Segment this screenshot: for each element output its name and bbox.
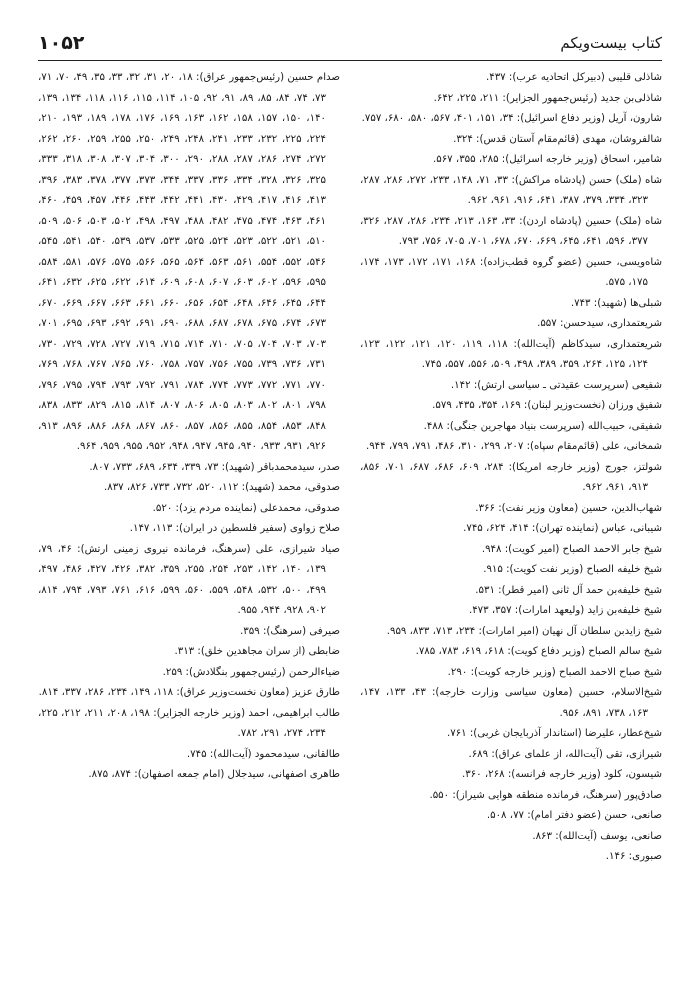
index-entry: شمخانی، علی (قائم‌مقام سپاه): ۲۰۷، ۲۹۹، ۳۱۰، ۴۸۶، ۷۹۱، ۷۹۹، ۹۴۴.: [365, 441, 662, 452]
index-entry: شاذلی قلیبی (دبیرکل اتحادیه عرب): ۴۳۷.: [485, 72, 662, 83]
index-entry: شیخ خلیفه الصباح (وزیر نفت کویت): ۹۱۵.: [483, 564, 662, 575]
index-entry: صدوقی، محمدعلی (نماینده مردم یزد): ۵۲۰.: [152, 502, 340, 514]
index-entry: صدام حسین (رئیس‌جمهور عراق): ۱۸، ۲۰، ۳۱، ۳۲، ۳۳، ۳۵، ۴۹، ۷۰، ۷۱، ۷۳، ۷۴، ۸۴، ۸۵، ۸۹، ۹۱، ۹۲، ۱۰۵، ۱۱۴، ۱۱۵، ۱۱۶، ۱۱۸، ۱۳۴، ۱۳۹، ۱۴۰، ۱۵۰، ۱۵۷، ۱۵۸، ۱۶۲، ۱۶۳، ۱۶۹، ۱۷۶، ۱۷۸، ۱۸۹، ۱۹۳، ۲۱۰، ۲۲۴، ۲۲۵، ۲۳۲، ۲۳۳، ۲۴۱، ۲۴۸، ۲۴۹، ۲۵۰، ۲۵۵، ۲۵۹، ۲۶۰، ۲۶۲، ۲۷۲، ۲۷۴، ۲۸۶، ۲۸۷، ۲۸۸، ۲۹۰، ۳۰۰، ۳۰۴، ۳۰۷، ۳۰۸، ۳۱۸، ۳۳۳، ۳۲۵، ۳۲۶، ۳۲۸، ۳۳۴، ۳۳۶، ۳۳۷، ۳۴۴، ۳۷۳، ۳۷۷، ۳۷۸، ۳۸۳، ۳۹۶، ۴۱۳، ۴۱۶، ۴۱۷، ۴۲۹، ۴۳۰، ۴۴۱، ۴۴۲، ۴۴۳، ۴۴۶، ۴۵۷، ۴۵۹، ۴۶۰، ۴۶۱، ۴۶۳، ۴۷۴، ۴۷۵، ۴۸۲، ۴۸۸، ۴۹۷، ۴۹۸، ۵۰۲، ۵۰۳، ۵۰۶، ۵۰۹، ۵۱۰، ۵۲۱، ۵۲۲، ۵۲۳، ۵۲۴، ۵۲۵، ۵۳۳، ۵۳۷، ۵۳۹، ۵۴۰، ۵۴۱، ۵۴۵، ۵۴۶، ۵۵۲، ۵۵۴، ۵۶۱، ۵۶۳، ۵۶۴، ۵۶۵، ۵۶۶، ۵۷۵، ۵۷۶، ۵۸۱، ۵۸۴، ۵۹۵، ۵۹۶، ۶۰۲، ۶۰۳، ۶۰۷، ۶۰۸، ۶۰۹، ۶۱۴، ۶۲۲، ۶۲۵، ۶۳۲، ۶۴۱، ۶۴۴، ۶۴۵، ۶۴۶، ۶۴۸، ۶۵۴، ۶۵۶، ۶۶۰، ۶۶۱، ۶۶۳، ۶۶۷، ۶۶۹، ۶۷۰، ۶۷۳، ۶۷۴، ۶۷۵، ۶۷۸، ۶۸۷، ۶۸۸، ۶۹۰، ۶۹۱، ۶۹۲، ۶۹۳، ۶۹۵، ۷۰۱، ۷۰۳، ۷۰۳، ۷۰۴، ۷۰۵، ۷۱۰، ۷۱۴، ۷۱۵، ۷۱۹، ۷۲۷، ۷۲۸، ۷۲۹، ۷۳۰، ۷۳۱، ۷۳۶، ۷۳۹، ۷۵۵، ۷۵۶، ۷۵۷، ۷۵۸، ۷۶۰، ۷۶۵، ۷۶۷، ۷۶۸، ۷۶۹، ۷۷۰، ۷۷۱، ۷۷۲، ۷۷۳، ۷۷۴، ۷۸۴، ۷۹۱، ۷۹۲، ۷۹۳، ۷۹۴، ۷۹۵، ۷۹۶، ۷۹۸، ۸۰۱، ۸۰۲، ۸۰۳، ۸۰۵، ۸۰۶، ۸۰۷، ۸۱۴، ۸۱۵، ۸۲۹، ۸۳۳، ۸۳۸، ۸۴۸، ۸۵۳، ۸۵۴، ۸۵۵، ۸۵۶، ۸۵۷، ۸۶۰، ۸۶۷، ۸۶۸، ۸۸۶، ۸۹۶، ۹۱۳، ۹۲۶، ۹۳۱، ۹۳۳، ۹۴۰، ۹۴۵، ۹۴۷، ۹۴۸، ۹۵۲، ۹۵۵، ۹۵۹، ۹۶۴.: [38, 72, 341, 452]
index-entry: شیسون، کلود (وزیر خارجه فرانسه): ۲۶۸، ۳۶۰.: [461, 769, 662, 780]
index-entry: طالب ابراهیمی، احمد (وزیر خارجه الجزایر): ۱۹۸، ۲۰۸، ۲۱۱، ۲۱۲، ۲۲۵، ۲۳۴، ۲۷۴، ۲۹۱، ۷۸۲.: [38, 707, 340, 739]
page-header: [38, 30, 662, 60]
index-entry: شالفروشان، مهدی (قائم‌مقام آستان قدس): ۳۲۴.: [453, 133, 662, 145]
index-entry: شیخ‌الاسلام، حسین (معاون سیاسی وزارت خارجه): ۴۳، ۱۳۳، ۱۴۷، ۱۶۳، ۷۳۸، ۸۹۱، ۹۵۶.: [360, 687, 662, 719]
index-entry: صانعی، حسن (عضو دفتر امام): ۷۷، ۵۰۸.: [486, 810, 662, 821]
index-entry: ضابطی (از سران مجاهدین خلق): ۳۱۳.: [174, 646, 340, 657]
index-entry: شیخ خلیفه‌بن زاید (ولیعهد امارات): ۳۵۷، ۴۷۳.: [468, 605, 662, 616]
index-entry: شیبانی، عباس (نماینده تهران): ۴۱۴، ۶۲۴، ۷۴۵.: [463, 523, 662, 534]
index-entry: شیخ خلیفه‌بن حمد آل ثانی (امیر قطر): ۵۳۱.: [475, 584, 662, 596]
index-entry: شیخ زایدبن سلطان آل نهیان (امیر امارات): ۲۳۴، ۷۱۳، ۸۳۳، ۹۵۹.: [386, 625, 662, 637]
index-entry: شریعتمداری، سیدحسن: ۵۵۷.: [537, 318, 662, 329]
index-entry: شبلی‌ها (شهید): ۷۴۳.: [570, 297, 662, 309]
index-entry: صانعی، یوسف (آیت‌الله): ۸۶۳.: [532, 830, 662, 842]
index-entry: صیاد شیرازی، علی (سرهنگ، فرمانده نیروی زمینی ارتش): ۴۶، ۷۹، ۱۳۹، ۱۴۰، ۱۴۲، ۲۵۳، ۲۵۴، ۲۵۵، ۳۵۹، ۳۸۲، ۴۲۶، ۴۲۷، ۴۸۶، ۴۹۷، ۴۹۹، ۵۰۰، ۵۳۲، ۵۴۸، ۵۵۹، ۵۶۰، ۵۹۹، ۶۱۶، ۷۶۱، ۷۹۳، ۷۹۴، ۸۱۴، ۹۰۲، ۹۲۸، ۹۴۴، ۹۵۵.: [38, 543, 340, 616]
index-entry: صدر، سیدمحمدباقر (شهید): ۷۳، ۳۳۹، ۶۳۴، ۶۸۹، ۷۳۳، ۸۰۷.: [89, 461, 340, 473]
index-entry: شاذلی‌بن جدید (رئیس‌جمهور الجزایر): ۲۱۱، ۲۲۵، ۶۴۲.: [433, 92, 662, 104]
index-entry: طارق عزیز (معاون نخست‌وزیر عراق): ۱۱۸، ۱۴۹، ۲۳۴، ۲۸۶، ۳۳۷، ۸۱۴.: [38, 687, 340, 698]
index-entry: شارون، آریل (وزیر دفاع اسرائیل): ۳۴، ۱۵۱، ۴۰۱، ۵۶۷، ۵۸۰، ۶۸۰، ۷۵۷.: [361, 113, 662, 124]
index-column-right: [360, 68, 662, 971]
index-column-left: [38, 68, 340, 971]
index-entry: شاه (ملک) حسین (پادشاه اردن): ۳۳، ۱۶۳، ۲۱۳، ۲۳۴، ۲۸۶، ۲۸۷، ۳۲۶، ۳۷۷، ۵۹۶، ۶۴۱، ۶۴۵، ۶۶۹، ۶۷۰، ۶۷۸، ۷۰۱، ۷۰۵، ۷۵۶، ۷۹۳.: [360, 215, 663, 247]
index-entry: صیرفی (سرهنگ): ۳۵۹.: [240, 625, 340, 637]
index-entry: صادق‌پور (سرهنگ، فرمانده منطقه هوایی شیراز): ۵۵۰.: [429, 789, 662, 801]
index-entry: شفیعی (سرپرست عقیدتی ـ سیاسی ارتش): ۱۴۲.: [450, 379, 662, 391]
index-entry: شریعتمداری، سیدکاظم (آیت‌الله): ۱۱۸، ۱۱۹، ۱۲۰، ۱۲۱، ۱۲۲، ۱۲۳، ۱۲۴، ۱۲۵، ۲۶۴، ۳۵۹، ۳۸۹، ۴۹۸، ۵۰۹، ۵۵۶، ۵۵۷، ۷۴۵.: [360, 338, 663, 370]
header-divider: [38, 60, 662, 61]
index-entry: صبوری: ۱۴۶.: [605, 851, 662, 862]
index-entry: شاه‌ویسی، حسین (عضو گروه قطب‌زاده): ۱۶۸، ۱۷۱، ۱۷۲، ۱۷۳، ۱۷۴، ۱۷۵، ۵۷۵.: [360, 256, 662, 288]
book-title: کتاب بیست‌ویکم: [560, 34, 662, 52]
index-entry: شفیقی، حبیب‌الله (سرپرست بنیاد مهاجرین جنگی): ۴۸۸.: [423, 420, 662, 432]
page-number: ۱۰۵۲: [38, 32, 85, 54]
index-entry: صدوقی، محمد (شهید): ۱۱۲، ۵۲۰، ۷۳۲، ۷۳۳، ۸۲۶، ۸۳۷.: [103, 482, 340, 493]
index-entry: شفیق ورزان (نخست‌وزیر لبنان): ۱۶۹، ۳۵۴، ۴۳۵، ۵۷۹.: [432, 400, 662, 411]
index-entry: شیخ سالم الصباح (وزیر دفاع کویت): ۶۱۸، ۶۱۹، ۷۸۳، ۷۸۵.: [415, 646, 662, 657]
index-entry: شامیر، اسحاق (وزیر خارجه اسرائیل): ۲۸۵، ۳۵۵، ۵۶۷.: [432, 154, 662, 165]
index-entry: صلاح زواوی (سفیر فلسطین در ایران): ۱۱۳، ۱۴۷.: [129, 523, 340, 534]
index-entry: شیخ جابر الاحمد الصباح (امیر کویت): ۹۴۸.: [481, 543, 662, 555]
index-columns: [38, 68, 662, 971]
index-entry: شاه (ملک) حسن (پادشاه مراکش): ۳۳، ۷۱، ۱۴۸، ۲۳۳، ۲۷۲، ۲۸۶، ۲۸۷، ۳۲۳، ۳۳۴، ۳۷۹، ۳۸۷، ۶۴۱، ۹۱۶، ۹۶۱، ۹۶۲.: [360, 174, 663, 206]
index-entry: طالقانی، سیدمحمود (آیت‌الله): ۷۴۵.: [186, 748, 340, 760]
index-entry: شیرازی، تقی (آیت‌الله، از علمای عراق): ۶۸۹.: [468, 748, 662, 760]
index-entry: شهاب‌الدین، حسین (معاون وزیر نفت): ۳۶۶.: [475, 502, 662, 514]
index-entry: شیخ‌عطار، علیرضا (استاندار آذربایجان غربی): ۷۶۱.: [446, 728, 662, 739]
index-entry: ضیاءالرحمن (رئیس‌جمهور بنگلادش): ۲۵۹.: [162, 666, 340, 678]
index-entry: شولتز، جورج (وزیر خارجه امریکا): ۲۸۴، ۶۰۹، ۶۸۶، ۶۸۷، ۷۰۱، ۸۵۶، ۹۱۳، ۹۶۱، ۹۶۲.: [360, 461, 662, 493]
index-entry: طاهری اصفهانی، سیدجلال (امام جمعه اصفهان): ۸۷۴، ۸۷۵.: [88, 769, 340, 780]
index-entry: شیخ صباح الاحمد الصباح (وزیر خارجه کویت): ۲۹۰.: [447, 666, 662, 678]
